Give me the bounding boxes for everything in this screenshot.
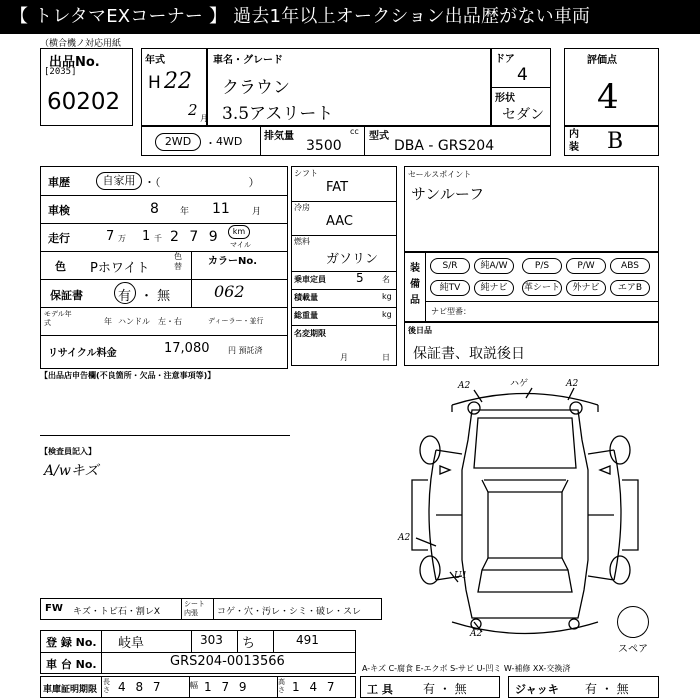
capacity-value: 5 [356, 271, 364, 285]
chassis-label: 車 台 No. [46, 658, 97, 671]
drive-2wd: 2WD [155, 133, 201, 151]
model-year-label: モデル年式 [44, 310, 72, 327]
corner-banner: 【 トレタマEXコーナー 】 過去1年以上オークション出品歴がない車両 [0, 0, 700, 34]
fuel-value: ガソリン [326, 252, 379, 267]
mileage-mile: マイル [230, 241, 251, 249]
capacity-label: 乗車定員 [294, 275, 326, 284]
jack-box [508, 676, 659, 698]
recycle-value: 17,080 [164, 341, 210, 356]
drive-4wd: 4WD [216, 135, 243, 148]
gross-label: 総重量 [294, 311, 318, 320]
spare-tire-icon [617, 606, 649, 638]
mark-a2-left: A2 [458, 381, 471, 391]
mileage-sen: 1 [142, 229, 151, 244]
later-label: 後日品 [408, 326, 432, 335]
type-label: 型式 [369, 131, 389, 142]
equipment-item-1-0: 純TV [430, 280, 470, 296]
equipment-item-0-3: P/W [566, 258, 606, 274]
warranty-rest: ・ 無 [140, 289, 171, 304]
tools-box [360, 676, 500, 698]
warranty-value: 有 [118, 289, 132, 304]
body-value: セダン [502, 107, 545, 123]
spare-label: スペア [618, 644, 648, 655]
model-box [207, 48, 491, 126]
year-box [141, 48, 207, 126]
mark-a2-side: A2 [398, 533, 411, 543]
color-label: 色 [55, 260, 66, 273]
inspection-month-unit: 月 [252, 207, 262, 217]
inspection-label: 車検 [48, 204, 70, 217]
model-year-dealer: ディーラー・並行 [208, 317, 264, 325]
gross-unit: kg [382, 310, 392, 319]
recycle-unit: 円 預託済 [228, 346, 263, 355]
model-year-unit: 年 [104, 317, 112, 326]
model-grade: 3.5アスリート [222, 104, 334, 124]
model-name: クラウン [222, 78, 290, 98]
displacement-label: 排気量 [264, 131, 294, 142]
lot-box [40, 48, 133, 126]
capacity-unit: 名 [382, 275, 390, 284]
load-unit: kg [382, 292, 392, 301]
top-note: （横合機ノ対応用紙 [40, 39, 122, 49]
warranty-label: 保証書 [50, 289, 83, 302]
interior-label: 内装 [569, 129, 579, 153]
load-label: 積載量 [294, 293, 318, 302]
equipment-item-1-3: 外ナビ [566, 280, 606, 296]
certificate-u3: 高さ [278, 678, 285, 694]
registration-place: 岐阜 [118, 636, 145, 651]
registration-kana: ち [242, 636, 256, 651]
body-box [491, 87, 551, 126]
doors-label: ドア [495, 54, 515, 65]
year-month-unit: 月 [200, 114, 208, 123]
equipment-item-0-1: 純A/W [474, 258, 514, 274]
mileage-digits: 2 7 9 [170, 229, 221, 245]
history-label: 車歴 [48, 176, 70, 189]
lot-number: 60202 [47, 89, 121, 115]
fw-label: FW [45, 603, 63, 614]
score-value: 4 [597, 77, 619, 117]
tools-value: 有 ・ 無 [423, 682, 467, 696]
certificate-v3: 1 4 7 [292, 680, 338, 694]
sales-point-label: セールスポイント [408, 170, 472, 179]
displacement-unit: cc [350, 127, 359, 136]
fuel-label: 燃料 [294, 237, 310, 246]
equipment-item-1-1: 純ナビ [474, 280, 514, 296]
color-code: 062 [214, 282, 245, 301]
mark-u1: U1 [454, 571, 468, 581]
year-era: H [148, 73, 161, 93]
sales-point-value: サンルーフ [411, 185, 485, 203]
shift-label: シフト [294, 169, 318, 178]
declaration-box [40, 380, 290, 436]
declaration-label: 【出品店申告欄(不良箇所・欠品・注意事項等)】 [40, 371, 216, 380]
doors-value: 4 [517, 65, 528, 85]
body-label: 形状 [495, 93, 515, 104]
jack-value: 有 ・ 無 [585, 682, 629, 696]
score-label: 評価点 [587, 55, 617, 66]
displacement-value: 3500 [306, 138, 342, 154]
later-value: 保証書、取説後日 [413, 346, 525, 362]
tools-label: 工 具 [367, 683, 393, 696]
jack-label: ジャッキ [515, 683, 559, 696]
equipment-item-1-2: 革シート [522, 280, 562, 296]
equipment-item-1-4: エアB [610, 280, 650, 296]
inspection-year-unit: 年 [180, 207, 190, 217]
doors-box [491, 48, 551, 88]
registration-num2: 491 [296, 633, 319, 647]
interior-box [564, 126, 659, 156]
mileage-km: km [228, 225, 250, 239]
aircon-value: AAC [326, 214, 353, 229]
navi-label: ナビ型番： [431, 307, 471, 316]
mileage-label: 走行 [48, 232, 70, 245]
later-box [404, 322, 659, 366]
inspection-month: 11 [212, 201, 230, 217]
lot-code: [2035] [44, 67, 77, 77]
equipment-item-0-2: P/S [522, 258, 562, 274]
history-value: 自家用 [96, 172, 142, 190]
registration-num1: 303 [200, 633, 223, 647]
recycle-label: リサイクル料金 [48, 348, 117, 359]
damage-legend: A-キズ C-腐食 E-エクボ S-サビ U-凹ミ W-補修 XX-交換済 [362, 664, 571, 673]
inspector-label: 【検査員記入】 [40, 447, 96, 456]
color-code-label: カラーNo. [208, 256, 258, 267]
model-year-handle: ハンドル 左・右 [118, 317, 182, 326]
registration-label: 登 録 No. [46, 636, 97, 649]
certificate-label: 車庫証明期限 [43, 685, 98, 695]
certificate-v1: 4 8 7 [118, 680, 164, 694]
color-side: 色替 [174, 252, 182, 271]
reg-deadline-month: 月 [340, 353, 348, 362]
fw-text: キズ・トビ石・割レX [73, 607, 160, 617]
certificate-u2: 幅 [190, 681, 198, 690]
history-rest: ・（ ） [144, 176, 260, 189]
year-value: 22 [164, 69, 192, 94]
certificate-v2: 1 7 9 [204, 680, 250, 694]
fw-sheet: シート 内張 [184, 600, 205, 617]
sales-point-box [404, 166, 659, 252]
fw-box [40, 598, 382, 620]
shift-value: FAT [326, 180, 349, 195]
lot-label: 出品No. [49, 55, 100, 70]
interior-value: B [607, 129, 624, 154]
equipment-item-0-0: S/R [430, 258, 470, 274]
year-label: 年式 [145, 55, 165, 66]
certificate-u1: 長さ [103, 678, 110, 694]
color-value: Pホワイト [90, 261, 150, 276]
left-info [40, 166, 288, 369]
model-label: 車名・グレード [213, 55, 283, 66]
inspection-year: 8 [150, 201, 159, 217]
mileage-man: 7 [106, 229, 115, 244]
aircon-label: 冷房 [294, 203, 310, 212]
mark-a2-right: A2 [566, 379, 579, 389]
mark-a2-bottom: A2 [470, 629, 483, 639]
fw-text2: コゲ・穴・汚レ・シミ・破レ・スレ [217, 607, 362, 617]
year-month: 2 [188, 101, 198, 119]
mark-hage: ハゲ [510, 379, 529, 389]
equipment-item-0-4: ABS [610, 258, 650, 274]
reg-deadline-day: 日 [382, 353, 390, 362]
chassis-value: GRS204-0013566 [170, 654, 285, 669]
equipment-label: 装備品 [410, 263, 420, 306]
score-box [564, 48, 659, 126]
type-value: DBA - GRS204 [394, 138, 495, 154]
inspector-note: A/wキズ [44, 463, 99, 479]
reg-deadline-label: 名変期限 [294, 329, 326, 338]
